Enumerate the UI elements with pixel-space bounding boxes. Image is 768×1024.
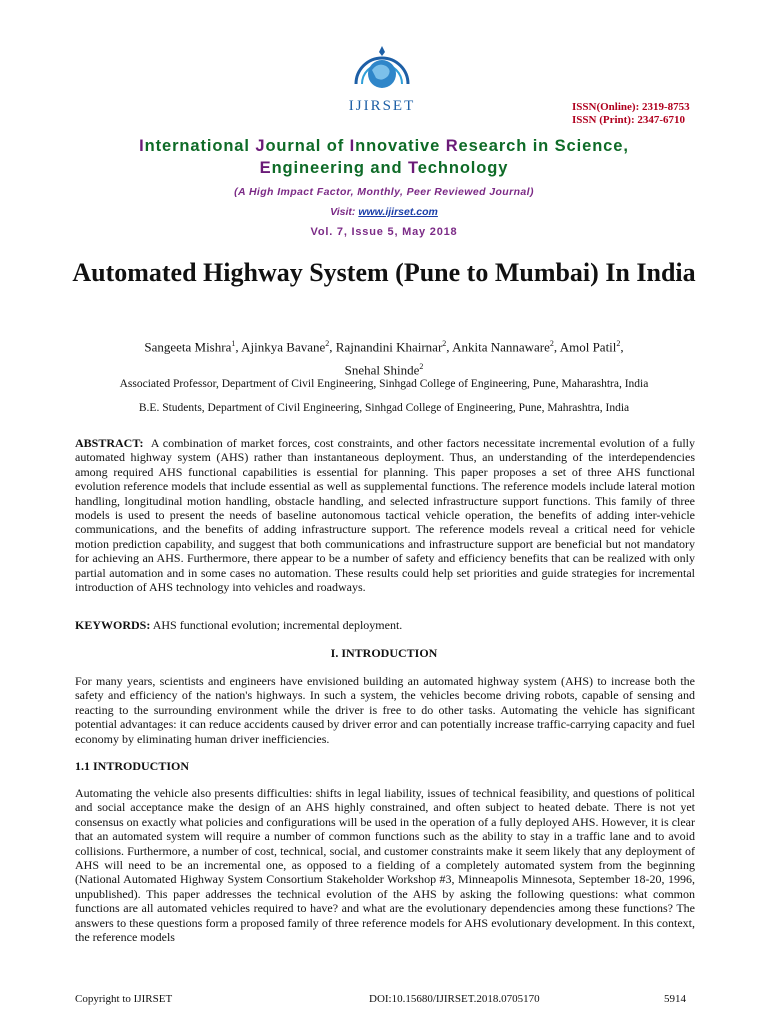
visit-label: Visit: (330, 206, 356, 218)
footer-page-number: 5914 (664, 993, 686, 1005)
abstract-text: A combination of market forces, cost constraints, and other factors necessitate incremental evolution of a fully automated highway system (AHS) rather than instantaneous deployment. Thus, an understanding of the interdependencies among required AHS functional capabilities is essential for planning. This paper proposes a set of three AHS functional evolution reference models that include essential as well as supplemental functions. The reference models include lateral motion handling, longitudinal motion handling, obstacle handling, and selected infrastructure support functions. This family of three models is used to present the needs of baseline autonomous tactical vehicle operation, the benefits of adding inter-vehicle communications, and the benefits of adding infrastructure support. The reference models reveal a critical need for vehicle motion prediction capability, and suggest that both communications and infrastructure support are beneficial but not mandatory for achieving an AHS. Furthermore, there appear to be a number of safety and efficiency benefits that can be realized with only partial automation and in some cases no automation. These results could help set priorities and guide strategies for incremental introduction of AHS technology into vehicles and roadways. (75, 436, 695, 595)
logo-text: IJIRSET (348, 98, 416, 114)
keywords-label: KEYWORDS: (75, 618, 151, 632)
author-affiliation-mark: 2 (325, 339, 330, 348)
footer-copyright: Copyright to IJIRSET (75, 993, 173, 1005)
volume-issue: Vol. 7, Issue 5, May 2018 (310, 226, 458, 238)
footer-doi: DOI:10.15680/IJIRSET.2018.0705170 (369, 993, 540, 1005)
author-affiliation-mark: 2 (419, 362, 424, 372)
subsection-paragraph: Automating the vehicle also presents difficulties: shifts in legal liability, issues of technical feasibility, and questions of political and social acceptance make the design of an AHS highly constrained, and often subject to heated debate. There is not yet consensus on exactly what policies and configurations will be used in the operation of a fully deployed AHS. However, it is clear that an automated system will require a number of common functions such as the ability to stay in a traffic lane and to avoid collisions. Furthermore, a number of cost, technical, social, and customer constraints make it seem likely that any deployment of AHS will need to be an incremental one, as opposed to a fielding of a completely automated system from the beginning (National Automated Highway System Consortium Stakeholder Workshop #3, Minneapolis Minnesota, September 18-20, 1996, unpublished). This paper addresses the technical evolution of the AHS by asking the following questions: what common functions are all automated vehicles required to have? and what are the evolutionary dependencies among these functions? The answers to these questions form a proposed family of three reference models for AHS evolutionary development. In this context, the reference models (75, 786, 695, 945)
abstract (75, 436, 695, 594)
journal-subtitle: (A High Impact Factor, Monthly, Peer Reviewed Journal) (234, 186, 534, 198)
author-affiliation-mark: 1 (231, 339, 236, 348)
journal-logo (322, 40, 442, 120)
journal-website-link[interactable]: www.ijirset.com (358, 206, 438, 218)
author-affiliation-mark: 2 (549, 339, 554, 348)
author-name: Snehal Shinde (344, 362, 420, 378)
issn-print: ISSN (Print): 2347-6710 (572, 114, 686, 126)
author-name: Rajnandini Khairnar (335, 339, 443, 355)
journal-title-line2: Engineering and Technology (259, 159, 509, 177)
section-heading-introduction: I. INTRODUCTION (330, 646, 438, 660)
author-name: Ankita Nannaware (452, 339, 550, 355)
journal-title-line1: International Journal of Innovative Research in Science, (139, 137, 629, 155)
author-name: Ajinkya Bavane (241, 339, 326, 355)
author-name: Amol Patil (559, 339, 617, 355)
introduction-paragraph: For many years, scientists and engineers have envisioned building an automated highway system (AHS) to increase both the safety and efficiency of the nation's highways. In such a system, the vehicles become driving robots, capable of sensing and reacting to the surrounding environment while the driver is free to do other tasks. Automating the vehicle has significant potential advantages: it can reduce accidents caused by driver error and can potentially increase traffic-carrying capacity and fuel economy by eliminating human driver inefficiencies. (75, 674, 695, 746)
keywords (75, 618, 695, 632)
issn-block (572, 101, 690, 127)
author-name: Sangeeta Mishra (144, 339, 232, 355)
journal-title (0, 135, 768, 179)
abstract-label: ABSTRACT: (75, 436, 144, 450)
paper-title: Automated Highway System (Pune to Mumbai) In India (72, 258, 696, 287)
author-affiliation-mark: 2 (616, 339, 621, 348)
affiliation-2: B.E. Students, Department of Civil Engineering, Sinhgad College of Engineering, Pune, Mahrashtra, India (138, 402, 630, 414)
author-list: Sangeeta Mishra$^1$, Ajinkya Bavane$^2$, Rajnandini Khairnar$^2$, Ankita Nannaware$^2$, Amol Patil$^2$, Snehal Shinde$^2$ (144, 339, 624, 378)
keywords-text: AHS functional evolution; incremental deployment. (152, 618, 403, 632)
affiliation-1: Associated Professor, Department of Civil Engineering, Sinhgad College of Engineering, Pune, Maharashtra, India (119, 378, 649, 390)
author-affiliation-mark: 2 (442, 339, 447, 348)
subsection-heading: 1.1 INTRODUCTION (75, 759, 190, 773)
visit-line (0, 206, 768, 218)
issn-online: ISSN(Online): 2319-8753 (572, 101, 690, 113)
